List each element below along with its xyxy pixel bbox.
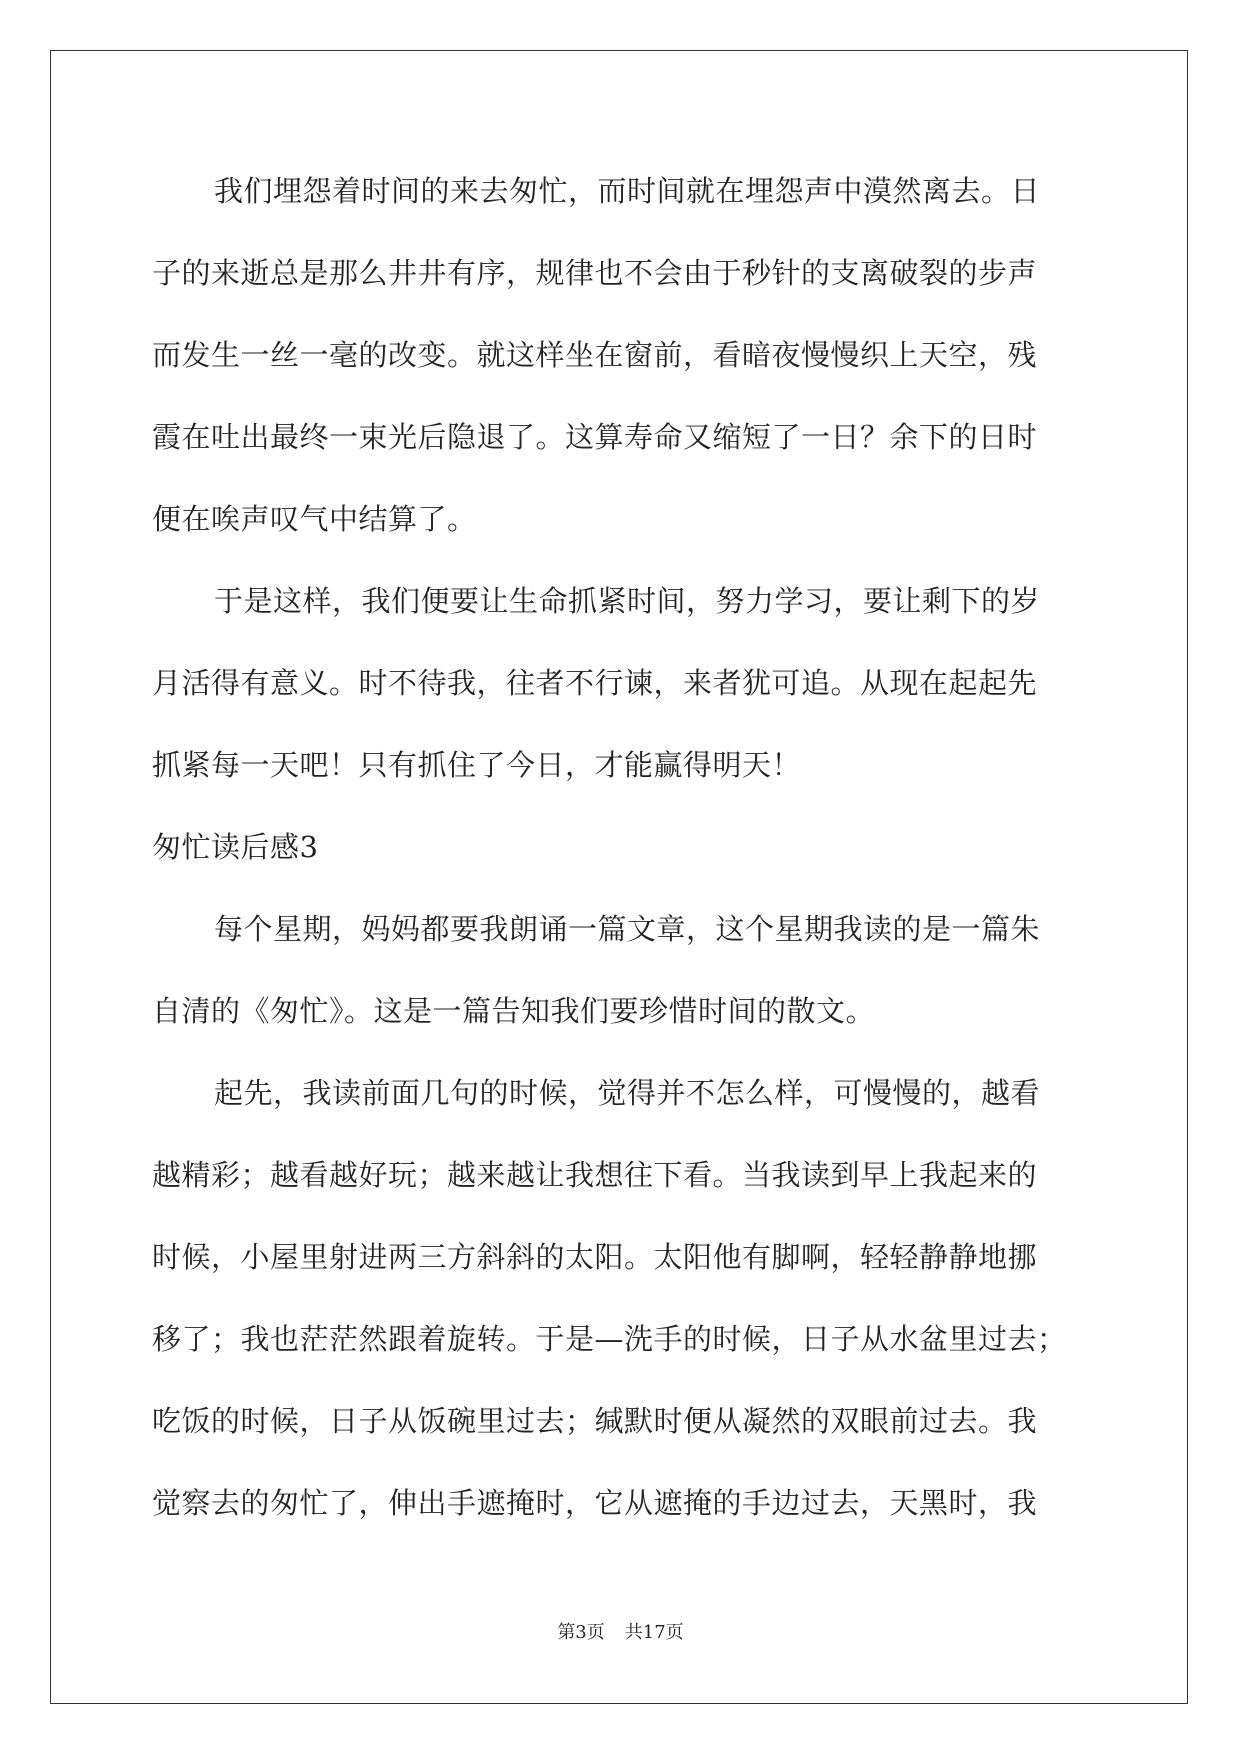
text-line: 便在唉声叹气中结算了。 xyxy=(152,502,477,536)
text-line: 觉察去的匆忙了，伸出手遮掩时，它从遮掩的手边过去，天黑时，我 xyxy=(152,1486,1038,1520)
text-line: 越精彩；越看越好玩；越来越让我想往下看。当我读到早上我起来的 xyxy=(152,1158,1038,1192)
page-total: 共17页 xyxy=(624,1622,684,1643)
text-line: 月活得有意义。时不待我，往者不行谏，来者犹可追。从现在起起先 xyxy=(152,666,1038,700)
document-body xyxy=(152,162,1092,1556)
text-line: 每个星期，妈妈都要我朗诵一篇文章，这个星期我读的是一篇朱 xyxy=(214,912,1041,946)
text-line: 霞在吐出最终一束光后隐退了。这算寿命又缩短了一日？余下的日时 xyxy=(152,420,1038,454)
text-line: 移了；我也茫茫然跟着旋转。于是—洗手的时候，日子从水盆里过去； xyxy=(152,1322,1067,1356)
page-number: 第3页 xyxy=(557,1622,605,1643)
text-line: 时候，小屋里射进两三方斜斜的太阳。太阳他有脚啊，轻轻静静地挪 xyxy=(152,1240,1038,1274)
text-line: 自清的《匆忙》。这是一篇告知我们要珍惜时间的散文。 xyxy=(152,994,876,1028)
text-line: 于是这样，我们便要让生命抓紧时间，努力学习，要让剩下的岁 xyxy=(214,584,1041,618)
text-line: 而发生一丝一毫的改变。就这样坐在窗前，看暗夜慢慢织上天空，残 xyxy=(152,338,1038,372)
page-footer xyxy=(0,1618,1241,1644)
text-line: 我们埋怨着时间的来去匆忙，而时间就在埋怨声中漠然离去。日 xyxy=(214,174,1041,208)
text-line: 起先，我读前面几句的时候，觉得并不怎么样，可慢慢的，越看 xyxy=(214,1076,1041,1110)
text-line: 抓紧每一天吧！只有抓住了今日，才能赢得明天！ xyxy=(152,748,802,782)
text-line: 子的来逝总是那么井井有序，规律也不会由于秒针的支离破裂的步声 xyxy=(152,256,1038,290)
text-line: 吃饭的时候，日子从饭碗里过去；缄默时便从凝然的双眼前过去。我 xyxy=(152,1404,1038,1438)
section-heading: 匆忙读后感3 xyxy=(152,830,319,864)
